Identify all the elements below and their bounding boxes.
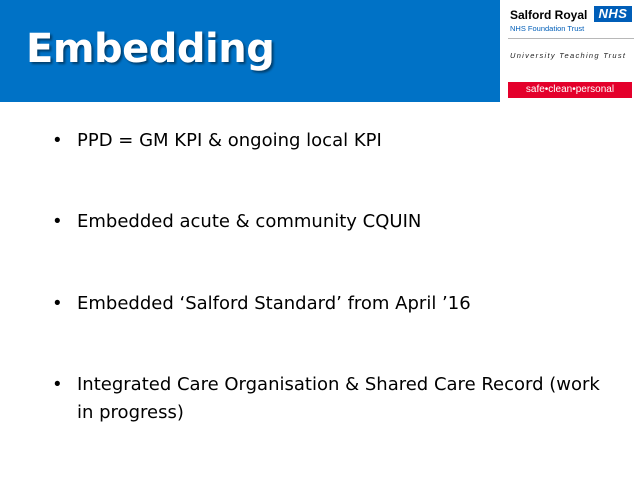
bullet-marker: • bbox=[54, 130, 61, 151]
slide-title: Embedding bbox=[26, 26, 275, 72]
bullet-marker: • bbox=[54, 211, 61, 232]
logo-divider bbox=[508, 38, 634, 39]
logo-banner: safe•clean•personal bbox=[508, 82, 632, 98]
bullet-text: Embedded acute & community CQUIN bbox=[77, 211, 422, 232]
logo-trust-name: Salford Royal bbox=[510, 8, 588, 22]
logo-university-trust: University Teaching Trust bbox=[510, 51, 627, 60]
nhs-badge: NHS bbox=[594, 6, 632, 22]
bullet-text: PPD = GM KPI & ongoing local KPI bbox=[77, 130, 382, 151]
bullet-text: Integrated Care Organisation & Shared Care Record (work in progress) bbox=[77, 374, 600, 423]
bullet-marker: • bbox=[54, 374, 61, 395]
trust-logo bbox=[500, 0, 638, 102]
logo-foundation-trust: NHS Foundation Trust bbox=[510, 24, 585, 33]
bullet-marker: • bbox=[54, 293, 61, 314]
title-bar bbox=[0, 0, 500, 102]
bullet-text: Embedded ‘Salford Standard’ from April ’16 bbox=[77, 293, 471, 314]
